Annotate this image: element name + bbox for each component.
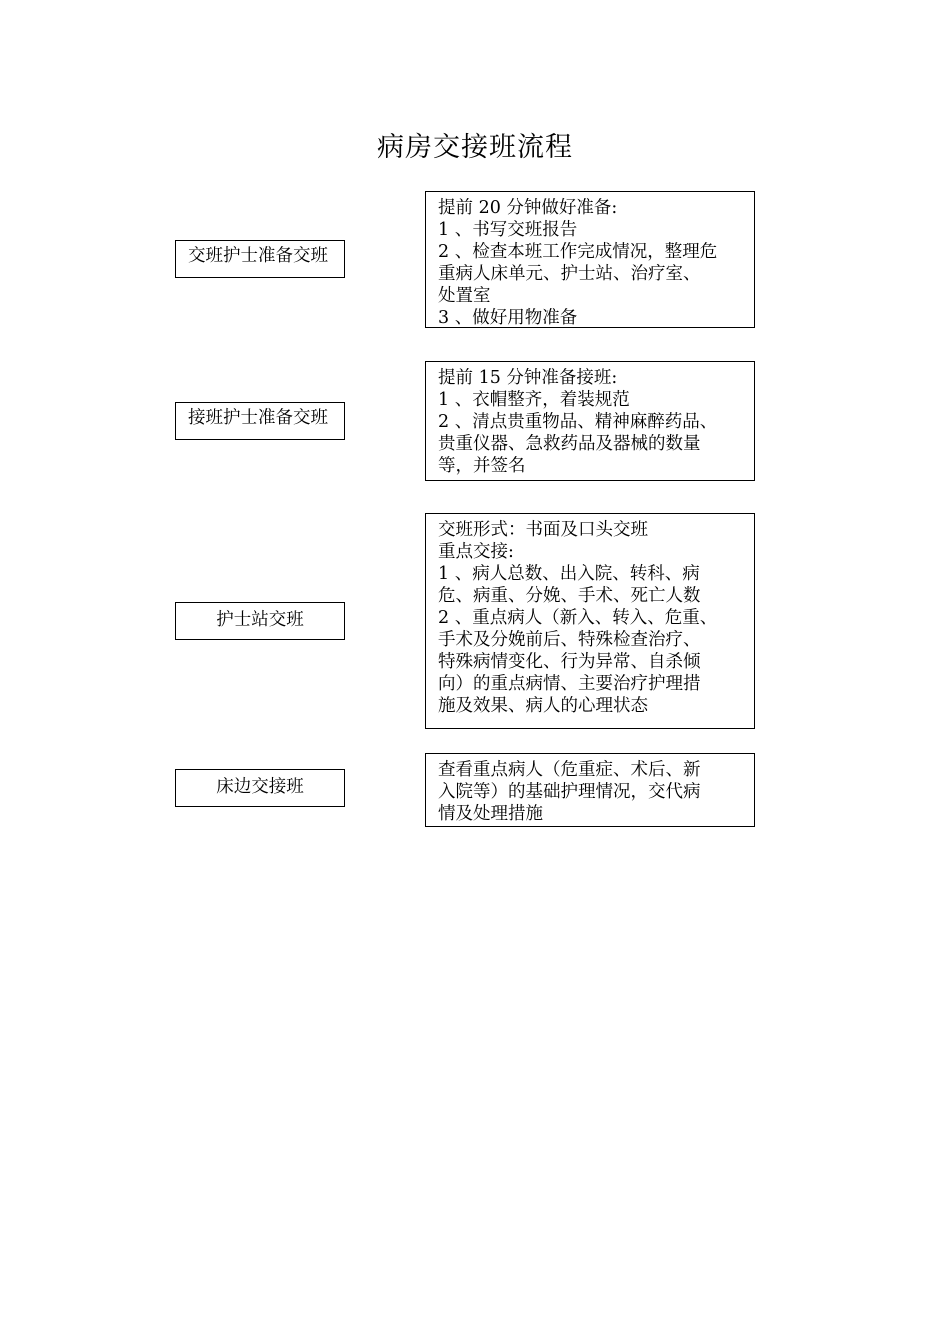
detail-line: 1 、衣帽整齐，着装规范 (438, 390, 630, 410)
detail-line: 1 、病人总数、出入院、转科、病 (438, 564, 700, 584)
detail-line: 交班形式：书面及口头交班 (438, 520, 648, 540)
step-box-receiving-nurse-prep (175, 402, 345, 440)
step-box-handover-nurse-prep (175, 240, 345, 278)
detail-line: 2 、检查本班工作完成情况，整理危 (438, 242, 718, 262)
detail-line: 向）的重点病情、主要治疗护理措 (438, 674, 701, 694)
detail-line: 2 、清点贵重物品、精神麻醉药品、 (438, 412, 718, 432)
detail-line: 情及处理措施 (438, 804, 543, 824)
page-title: 病房交接班流程 (377, 132, 573, 163)
detail-line: 2 、重点病人（新入、转入、危重、 (438, 608, 718, 628)
detail-line: 贵重仪器、急救药品及器械的数量 (438, 434, 701, 454)
detail-box-bedside-handover (425, 753, 755, 827)
detail-line: 提前 15 分钟准备接班: (438, 368, 618, 388)
detail-line: 1 、书写交班报告 (438, 220, 578, 240)
detail-line: 手术及分娩前后、特殊检查治疗、 (438, 630, 701, 650)
step-label: 交班护士准备交班 (188, 246, 328, 266)
step-label: 接班护士准备交班 (188, 408, 328, 428)
detail-line: 提前 20 分钟做好准备: (438, 198, 618, 218)
detail-line: 查看重点病人（危重症、术后、新 (438, 760, 701, 780)
detail-box-receiving-nurse-prep (425, 361, 755, 481)
detail-box-nurse-station-handover (425, 513, 755, 729)
detail-line: 重点交接: (438, 542, 514, 562)
step-label: 床边交接班 (216, 777, 304, 797)
detail-line: 危、病重、分娩、手术、死亡人数 (438, 586, 701, 606)
step-box-bedside-handover (175, 769, 345, 807)
detail-line: 处置室 (438, 286, 491, 306)
detail-line: 重病人床单元、护士站、治疗室、 (438, 264, 701, 284)
detail-line: 3 、做好用物准备 (438, 308, 578, 328)
detail-line: 入院等）的基础护理情况，交代病 (438, 782, 701, 802)
detail-box-handover-nurse-prep (425, 191, 755, 328)
detail-line: 特殊病情变化、行为异常、自杀倾 (438, 652, 701, 672)
step-box-nurse-station-handover (175, 602, 345, 640)
detail-line: 施及效果、病人的心理状态 (438, 696, 648, 716)
detail-line: 等，并签名 (438, 456, 526, 476)
step-label: 护士站交班 (216, 610, 304, 630)
